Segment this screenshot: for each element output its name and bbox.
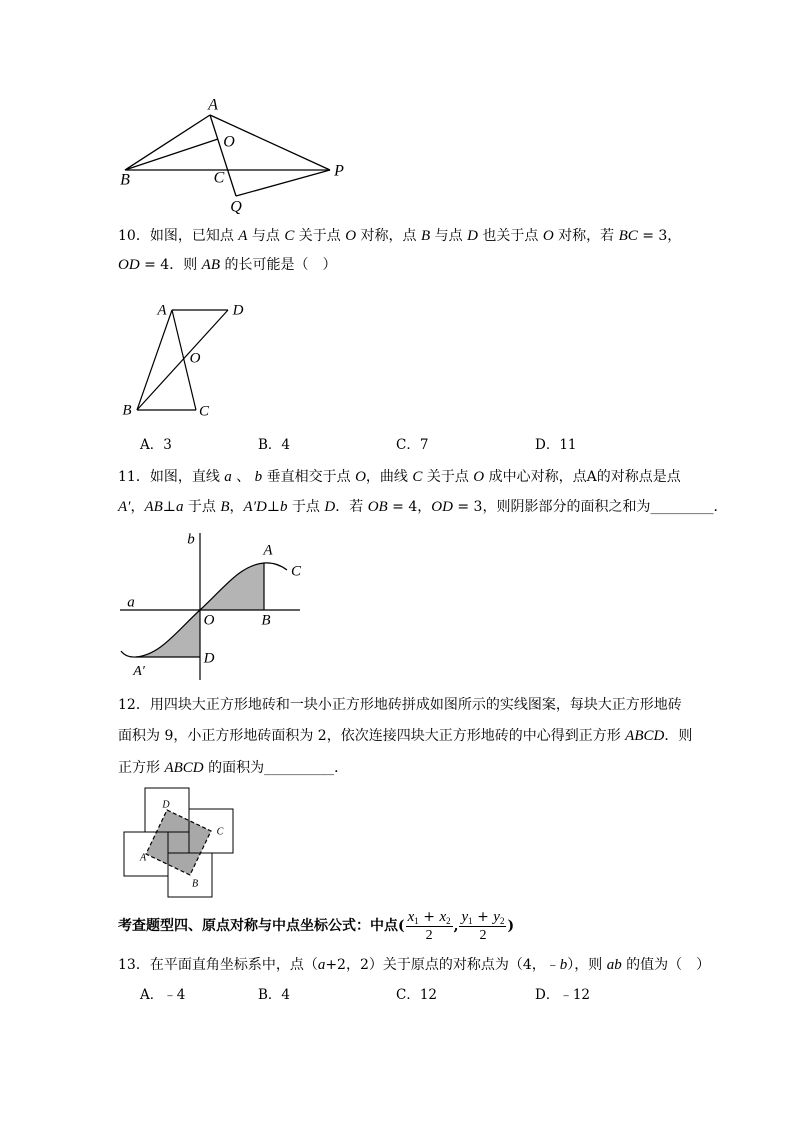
label-c: C	[290, 563, 302, 580]
q11-line-2	[118, 497, 727, 517]
math-variable: b	[279, 499, 288, 515]
text-run: 于点	[287, 499, 325, 515]
math-subscript: 2	[499, 915, 505, 926]
q10-line-2	[118, 255, 336, 275]
q13-option-a: A．﹣4	[140, 987, 186, 1003]
fraction-y-numerator	[459, 910, 506, 927]
text-run: 、	[231, 469, 255, 485]
text-run: 成中心对称，点A的对称点是点	[484, 469, 681, 485]
math-variable: OB	[367, 499, 388, 515]
math-variable: C	[412, 469, 423, 485]
text-run: ．则	[664, 728, 693, 744]
math-variable: O	[542, 228, 554, 244]
math-variable: O	[355, 469, 366, 485]
label-d: D	[203, 650, 215, 667]
label-a-axis: a	[127, 594, 135, 611]
math-variable: ABCD	[164, 760, 204, 776]
text-run: 关于点	[294, 228, 346, 244]
math-variable: a	[317, 957, 326, 973]
square-abcd-shading	[146, 810, 211, 875]
text-run: +	[418, 908, 440, 925]
label-a-prime: A′	[133, 664, 145, 680]
text-run: = 4，	[387, 499, 432, 515]
math-subscript: 1	[414, 915, 419, 926]
label-a: A	[208, 96, 218, 114]
math-variable: AB	[201, 257, 220, 273]
text-run: 13．在平面直角坐标系中，点（	[118, 957, 318, 973]
label-o: O	[203, 612, 215, 629]
text-run: 于点	[183, 499, 221, 515]
section-heading	[118, 909, 514, 943]
text-run: 面积为 9，小正方形地砖面积为 2，依次连接四块大正方形地砖的中心得到正方形	[118, 728, 626, 744]
label-d: D	[232, 302, 244, 319]
math-variable: y	[493, 908, 500, 925]
math-variable: A′	[118, 499, 131, 515]
math-variable: B	[421, 228, 431, 244]
math-subscript: 1	[468, 915, 473, 926]
text-run: +	[472, 908, 494, 925]
paren-open: (	[398, 918, 405, 934]
math-variable: x	[407, 908, 415, 925]
fraction-x	[406, 910, 453, 943]
label-b: B	[122, 402, 132, 419]
text-run: ），则	[567, 957, 607, 973]
text-run: 关于点	[422, 469, 474, 485]
text-run: 对称，点	[356, 228, 422, 244]
label-b-axis: b	[187, 531, 195, 548]
q10-option-c: C．7	[396, 437, 429, 453]
q12-line-1	[118, 695, 682, 715]
math-variable: OD	[431, 499, 453, 515]
label-d: D	[162, 799, 170, 811]
q12-figure	[118, 782, 243, 904]
text-run: = 3，	[637, 228, 682, 244]
text-run: 对称，若	[553, 228, 619, 244]
math-variable: C	[284, 228, 295, 244]
q10-option-b: B．4	[258, 437, 291, 453]
text-run: ．若	[335, 499, 368, 515]
segment-bd	[137, 310, 228, 410]
math-variable: D	[467, 228, 478, 244]
math-variable: A	[238, 228, 248, 244]
q13-option-d: D．﹣12	[535, 987, 591, 1003]
q13-option-c: C．12	[396, 987, 438, 1003]
segment-qp	[236, 170, 330, 196]
math-variable: BC	[618, 228, 638, 244]
math-variable: B	[220, 499, 230, 515]
text-run: ，	[130, 499, 145, 515]
shaded-region-oda-prime	[136, 610, 200, 657]
text-run: 的值为（ ）	[621, 957, 711, 973]
q10-option-d: D．11	[535, 437, 577, 453]
fraction-y-denominator: 2	[479, 927, 487, 943]
fraction-y	[459, 910, 506, 943]
math-variable: A′D	[243, 499, 267, 515]
q9-figure	[110, 95, 355, 217]
segment-ab	[137, 310, 172, 410]
text-run: ，	[229, 499, 244, 515]
text-run: ，曲线	[365, 469, 413, 485]
text-run: 的长可能是（ ）	[220, 257, 337, 273]
math-variable: ab	[606, 957, 622, 973]
text-run: 10．如图，已知点	[118, 228, 239, 244]
label-o: O	[223, 133, 235, 151]
label-a: A	[157, 302, 167, 319]
text-run: 11．如图，直线	[118, 469, 225, 485]
q9-figure-lines	[125, 115, 330, 196]
text-run: ⊥	[266, 499, 280, 515]
math-variable: D	[324, 499, 336, 515]
q13-option-b: B．4	[258, 987, 291, 1003]
math-variable: b	[254, 469, 263, 485]
math-variable: y	[461, 908, 469, 925]
fraction-x-numerator	[406, 910, 453, 927]
math-variable: O	[345, 228, 357, 244]
label-c: C	[216, 826, 224, 838]
text-run: ⊥	[162, 499, 176, 515]
paren-close: )	[507, 918, 515, 934]
label-q: Q	[230, 198, 242, 216]
math-variable: x	[439, 908, 447, 925]
label-c: C	[213, 169, 225, 187]
math-variable: b	[559, 957, 568, 973]
label-b: B	[120, 171, 130, 189]
text-run: +2，2）关于原点的对称点为（4，﹣	[325, 957, 560, 973]
math-variable: AB	[144, 499, 163, 515]
q10-line-1	[118, 226, 681, 246]
text-run: 与点	[430, 228, 468, 244]
section-heading-title: 考查题型四、原点对称与中点坐标公式：中点	[118, 918, 398, 934]
math-variable: O	[473, 469, 485, 485]
fraction-separator: ,	[453, 918, 459, 934]
shaded-region-oab	[200, 563, 264, 610]
q12-line-2	[118, 726, 692, 746]
q10-figure-lines	[137, 310, 228, 410]
text-run: 垂直相交于点	[262, 469, 356, 485]
text-run: 的面积为__________．	[203, 760, 349, 776]
math-variable: OD	[118, 257, 140, 273]
q12-line-3	[118, 758, 348, 778]
q10-figure	[115, 298, 250, 423]
label-p: P	[334, 162, 344, 180]
math-variable: ABCD	[625, 728, 665, 744]
segment-bo	[125, 139, 218, 170]
label-c: C	[198, 403, 210, 420]
q11-figure	[112, 528, 312, 683]
label-b: B	[191, 878, 199, 890]
text-run: 12．用四块大正方形地砖和一块小正方形地砖拼成如图所示的实线图案，每块大正方形地砖	[118, 697, 682, 713]
text-run: 正方形	[118, 760, 165, 776]
label-o: O	[189, 350, 201, 367]
fraction-x-denominator: 2	[425, 927, 433, 943]
text-run: 与点	[247, 228, 285, 244]
text-run: = 3，则阴影部分的面积之和为_________．	[452, 499, 728, 515]
text-run: = 4．则	[139, 257, 202, 273]
label-a: A	[139, 852, 147, 864]
math-subscript: 2	[446, 915, 451, 926]
q10-option-a: A．3	[140, 437, 172, 453]
label-a: A	[263, 542, 273, 559]
q13-line-1	[118, 955, 710, 975]
math-variable: a	[175, 499, 184, 515]
q11-line-1	[118, 467, 681, 487]
segment-ab	[125, 115, 210, 170]
text-run: 也关于点	[477, 228, 543, 244]
label-b: B	[261, 612, 271, 629]
math-variable: a	[224, 469, 232, 485]
